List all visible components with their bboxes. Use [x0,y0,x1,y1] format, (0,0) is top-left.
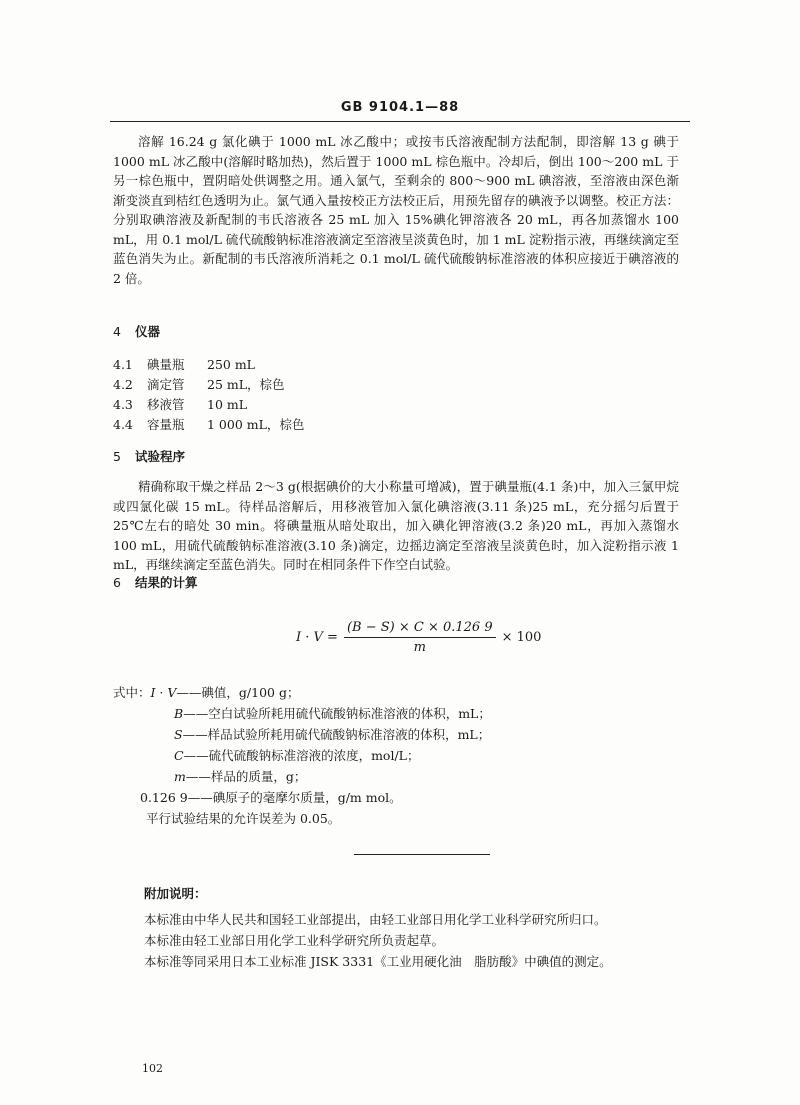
definition-symbol: 0.126 9 [140,790,188,805]
definition-text: ——硫代硫酸钠标准溶液的浓度，mol/L； [183,748,420,763]
notes-title: 附加说明： [144,886,207,901]
item-name: 移液管 [147,397,185,412]
list-item [113,395,247,413]
item-number: 4.4 [113,417,133,432]
intro-text: 溶解 16.24 g 氯化碘于 1000 mL 冰乙酸中；或按韦氏溶液配制方法配制，即溶解 13 g 碘于 1000 mL 冰乙酸中(溶解时略加热)，然后置于 1000 mL 棕色瓶中。冷却后，倒出 100～200 mL 于另一棕色瓶中，置阴暗处供调整之用。通入氯气，至剩余的 800～900 mL 碘溶液，至溶液由深色渐渐变淡直到桔红色透明为止。氯气通入量按校正方法校正后，用预先留存的碘液予以调整。校正方法：分别取碘溶液及新配制的韦氏溶液各 25 mL 加入 15%碘化钾溶液各 20 mL，再各加蒸馏水 100 mL，用 0.1 mol/L 硫代硫酸钠标准溶液滴定至溶液呈淡黄色时，加 1 mL 淀粉指示液，再继续滴定至蓝色消失为止。新配制的韦氏溶液所消耗之 0.1 mol/L 硫代硫酸钠标准溶液的体积应接近于碘溶液的 2 倍。 [113,134,679,286]
list-item [113,355,255,373]
section-number: 6 [113,575,121,590]
section-number: 4 [113,324,121,339]
item-number: 4.3 [113,397,133,412]
item-spec: 1 000 mL，棕色 [207,417,305,432]
item-spec: 10 mL [207,397,248,412]
section-5-heading [113,447,185,465]
definition-symbol: S [174,727,183,742]
where-prefix: 式中： [113,685,151,700]
definition-line [140,788,402,806]
note-line: 本标准由轻工业部日用化学工业科学研究所负责起草。 [144,933,445,948]
section-number: 5 [113,449,121,464]
definition-line [174,725,490,743]
definition-symbol: C [174,748,184,763]
procedure-paragraph [113,477,679,575]
definition-text: ——样品的质量，g； [185,769,307,784]
item-number: 4.2 [113,377,133,392]
definition-symbol: m [174,769,186,784]
section-4-heading [113,322,160,340]
definition-line [174,704,491,722]
definition-symbol: I · V [150,685,177,700]
definition-text: ——空白试验所耗用硫代硫酸钠标准溶液的体积，mL； [183,706,491,721]
header-rule [110,121,690,122]
formula-lhs: I · V = [296,629,338,645]
note-line: 本标准等同采用日本工业标准 JISK 3331《工业用硬化油 脂肪酸》中碘值的测定。 [144,954,612,969]
item-number: 4.1 [113,357,133,372]
definition-line [113,683,299,701]
formula-rhs: × 100 [501,629,542,645]
note-line: 本标准由中华人民共和国轻工业部提出，由轻工业部日用化学工业科学研究所归口。 [144,912,607,927]
formula-denominator: m [413,639,426,655]
standard-code-header: GB 9104.1—88 [340,100,460,115]
formula-fraction [344,620,496,655]
page-number: 102 [142,1062,163,1075]
definition-line [174,746,419,764]
definition-text: ——样品试验所耗用硫代硫酸钠标准溶液的体积，mL； [182,727,491,742]
item-name: 碘量瓶 [147,357,185,372]
list-item [113,415,304,433]
section-title: 试验程序 [135,449,186,464]
procedure-text: 精确称取干燥之样品 2～3 g(根据碘价的大小称量可增减)，置于碘量瓶(4.1 条)中，加入三氯甲烷或四氯化碳 15 mL。待样品溶解后，用移液管加入氯化碘溶液(3.11 条)25 mL，充分摇匀后置于 25℃左右的暗处 30 min。将碘量瓶从暗处取出，加入碘化钾溶液(3.2 条)20 mL，再加入蒸馏水 100 mL，用硫代硫酸钠标准溶液(3.10 条)滴定，边摇边滴定至溶液呈淡黄色时，加入淀粉指示液 1 mL，再继续滴定至蓝色消失。同时在相同条件下作空白试验。 [113,479,679,572]
definition-line [174,767,306,785]
item-name: 容量瓶 [147,417,185,432]
item-spec: 25 mL，棕色 [207,377,285,392]
item-name: 滴定管 [147,377,185,392]
section-title: 仪器 [135,324,161,339]
section-title: 结果的计算 [135,575,198,590]
tolerance-line: 平行试验结果的允许误差为 0.05。 [146,811,341,826]
intro-paragraph [113,132,679,288]
formula-numerator: (B − S) × C × 0.126 9 [344,620,496,638]
section-6-heading [113,573,198,591]
definition-symbol: B [174,706,184,721]
definition-text: ——碘原子的毫摩尔质量，g/m mol。 [187,790,402,805]
section-divider [354,854,490,855]
iodine-value-formula [296,618,541,656]
definition-text: ——碘值，g/100 g； [176,685,300,700]
list-item [113,375,285,393]
item-spec: 250 mL [207,357,255,372]
